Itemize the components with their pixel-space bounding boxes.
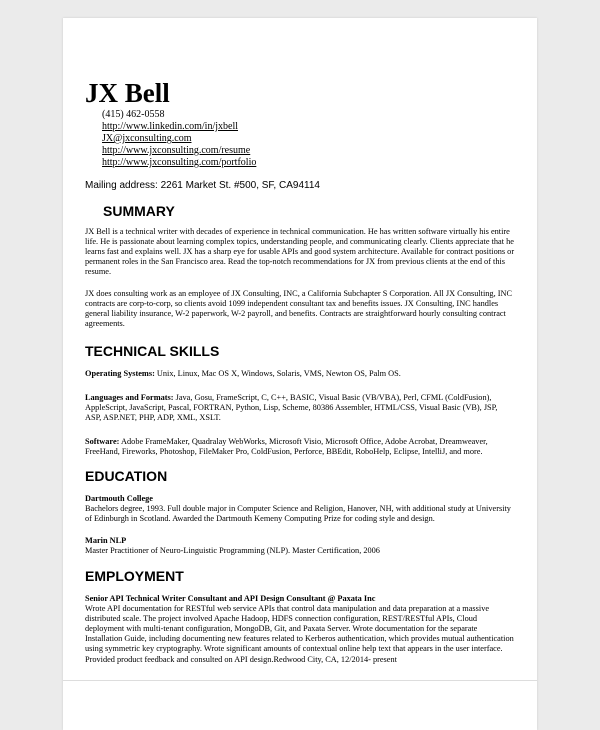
summary-heading: SUMMARY: [103, 203, 175, 219]
portfolio-link[interactable]: http://www.jxconsulting.com/portfolio: [102, 157, 257, 168]
education-desc-1: Bachelors degree, 1993. Full double major in Computer Science and Religion, Hanover, NH, with additional study at University of Edinburgh in Scotland. Awarded the Dartmouth Kemeny Computing Prize for coding style and design.: [85, 504, 511, 524]
resume-link[interactable]: http://www.jxconsulting.com/resume: [102, 145, 251, 156]
email-link[interactable]: JX@jxconsulting.com: [102, 133, 192, 144]
education-school-2: Marin NLP: [85, 536, 127, 545]
page-divider: [63, 680, 537, 681]
mailing-address: Mailing address: 2261 Market St. #500, SF, CA94114: [85, 180, 320, 191]
employment-title: Senior API Technical Writer Consultant and API Design Consultant @ Paxata Inc: [85, 594, 376, 603]
skills-heading: TECHNICAL SKILLS: [85, 343, 220, 359]
resume-name: JX Bell: [85, 78, 170, 108]
phone-number: (415) 462-0558: [102, 109, 165, 120]
employment-entry: [85, 594, 515, 665]
summary-paragraph-1: JX Bell is a technical writer with decades of experience in technical communication. He has written software virtually his entire life. He is passionate about learning complex topics, understanding people, and communicating clearly. Clients appreciate that he learns fast and explains well. JX has a sharp eye for usable APIs and good system architecture. Available for contract positions or permanent roles in the San Francisco area. Read the top-notch recommendations for JX from previous clients at the end of this resume.: [85, 227, 515, 277]
skills-os: [85, 369, 515, 379]
resume-page: [63, 18, 537, 730]
skills-languages-text: Java, Gosu, FrameScript, C, C++, BASIC, Visual Basic (VB/VBA), Perl, CFML (ColdFusion), AppleScript, JavaScript, Pascal, FORTRAN, Python, Lisp, Scheme, 80386 Assembler, HTML/CSS, Visual Basic (VB), JSP, ASP, ASP.NET, PHP, ADP, XML, XSLT.: [85, 393, 498, 423]
education-entry-2: [85, 536, 515, 556]
education-school-1: Dartmouth College: [85, 494, 153, 503]
employment-desc: Wrote API documentation for RESTful web service APIs that control data manipulation and data preparation at a massive distributed scale. The project involved Apache Hadoop, HDFS connection configuration, REST/RESTful APIs, Cloud deployment with multi-tenant configuration, MongoDB, Git, and Paxata Server. Wrote documentation for the separate Installation Guide, including documenting new features related to Kerberos authentication, which provides mutual authentication using symmetric key cryptography. Wrote significant amounts of contextual online help text that appears in the user interface. Provided product feedback and consulted on API design.Redwood City, CA, 12/2014- present: [85, 604, 514, 664]
skills-software-label: Software:: [85, 437, 120, 446]
education-desc-2: Master Practitioner of Neuro-Linguistic Programming (NLP). Master Certification, 2006: [85, 546, 380, 556]
skills-software: [85, 437, 515, 457]
skills-languages: [85, 393, 515, 423]
summary-paragraph-2: JX does consulting work as an employee of JX Consulting, INC, a California Subchapter S Corporation. All JX Consulting, INC contracts are corp-to-corp, so clients avoid 1099 independent consultant tax and benefits issues. JX Consulting, INC handles general liability insurance, W-2 paperwork, W-2 payroll, and benefits. Contracts are straightforward hourly consulting contract agreements.: [85, 289, 513, 329]
linkedin-link[interactable]: http://www.linkedin.com/in/jxbell: [102, 121, 239, 132]
education-entry-1: [85, 494, 515, 524]
employment-heading: EMPLOYMENT: [85, 568, 184, 584]
skills-languages-label: Languages and Formats:: [85, 393, 174, 402]
contact-block: [102, 109, 256, 169]
skills-os-label: Operating Systems:: [85, 369, 155, 378]
education-heading: EDUCATION: [85, 468, 168, 484]
skills-os-text: Unix, Linux, Mac OS X, Windows, Solaris, VMS, Newton OS, Palm OS.: [154, 369, 401, 378]
skills-software-text: Adobe FrameMaker, Quadralay WebWorks, Microsoft Visio, Microsoft Office, Adobe Acrobat, Dreamweaver, FreeHand, Fireworks, Photoshop, FileMaker Pro, ColdFusion, Perforce, BBEdit, RoboHelp, Eclipse, IntelliJ, and more.: [85, 437, 488, 457]
